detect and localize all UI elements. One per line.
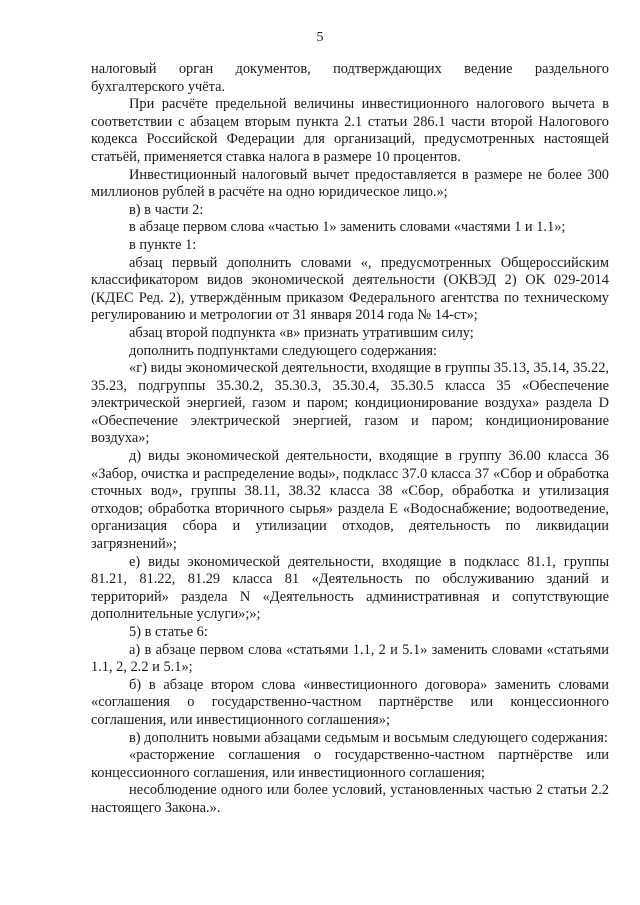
paragraph-article-6-a: а) в абзаце первом слова «статьями 1.1, 2 и 5.1» заменить словами «статьями 1.1, 2, 2.2 и 5.1»; xyxy=(91,641,609,676)
page-number: 5 xyxy=(316,30,324,45)
paragraph-article-6: 5) в статье 6: xyxy=(129,624,208,640)
paragraph-add-subpoints: дополнить подпунктами следующего содержания: xyxy=(129,342,437,359)
paragraph-article-6-v: в) дополнить новыми абзацами седьмым и восьмым следующего содержания: xyxy=(129,729,608,746)
paragraph-amend-first-abzac: в абзаце первом слова «частью 1» заменить словами «частями 1 и 1.1»; xyxy=(129,219,566,236)
paragraph-deduction-limit: Инвестиционный налоговый вычет предоставляется в размере не более 300 миллионов рублей в расчёте на одно юридическое лицо.»; xyxy=(91,166,609,201)
paragraph-point-1: в пункте 1: xyxy=(129,236,197,253)
paragraph-subpoint-e: е) виды экономической деятельности, входящие в подкласс 81.1, группы 81.21, 81.22, 81.29 класса 81 «Деятельность по обслуживанию зданий и территорий» раздела N «Деятельность административная и сопутствующие дополнительные услуги»;»; xyxy=(91,553,609,623)
paragraph-termination: «расторжение соглашения о государственно-частном партнёрстве или концессионного соглашения, или инвестиционного соглашения; xyxy=(91,747,609,781)
paragraph-deduction-rate: При расчёте предельной величины инвестиционного налогового вычета в соответствии с абзацем вторым пункта 2.1 статьи 286.1 части второй Налогового кодекса Российской Федерации для организаций, предусмотренных настоящей статьёй, применяется ставка налога в размере 10 процентов. xyxy=(91,96,609,165)
paragraph-item-v: в) в части 2: xyxy=(129,201,204,218)
paragraph-subpoint-d: д) виды экономической деятельности, входящие в группу 36.00 класса 36 «Забор, очистка и распределение воды», подкласс 37.0 класса 37 «Сбор и обработка сточных вод», группы 38.11, 38.32 класса 38 «Сбор, обработка и утилизация отходов; обработка вторичного сырья» раздела Е «Водоснабжение; водоотведение, организация сбора и утилизации отходов, деятельность по ликвидации загрязнений»; xyxy=(91,448,609,553)
paragraph-continuation: налоговый орган документов, подтверждающих ведение раздельного бухгалтерского учёта. xyxy=(91,61,609,95)
paragraph-noncompliance: несоблюдение одного или более условий, установленных частью 2 статьи 2.2 настоящего Закона.». xyxy=(91,782,609,816)
paragraph-article-6-b: б) в абзаце втором слова «инвестиционного договора» заменить словами «соглашения о государственно-частном партнёрстве или концессионного соглашения, или инвестиционного соглашения»; xyxy=(91,676,609,728)
paragraph-repeal: абзац второй подпункта «в» признать утратившим силу; xyxy=(129,324,474,341)
paragraph-okved-addition: абзац первый дополнить словами «, предусмотренных Общероссийским классификатором видов экономической деятельности (ОКВЭД 2) ОК 029-2014 (КДЕС Ред. 2), утверждённым приказом Федерального агентства по техническому регулированию и метрологии от 31 января 2014 года № 14-ст»; xyxy=(91,254,609,324)
paragraph-subpoint-g: «г) виды экономической деятельности, входящие в группы 35.13, 35.14, 35.22, 35.23, подгруппы 35.30.2, 35.30.3, 35.30.4, 35.30.5 класса 35 «Обеспечение электрической энергией, газом и паром; кондиционирование воздуха» раздела D «Обеспечение электрической энергией, газом и паром; кондиционирование воздуха»; xyxy=(91,360,609,447)
document-body xyxy=(91,61,609,818)
